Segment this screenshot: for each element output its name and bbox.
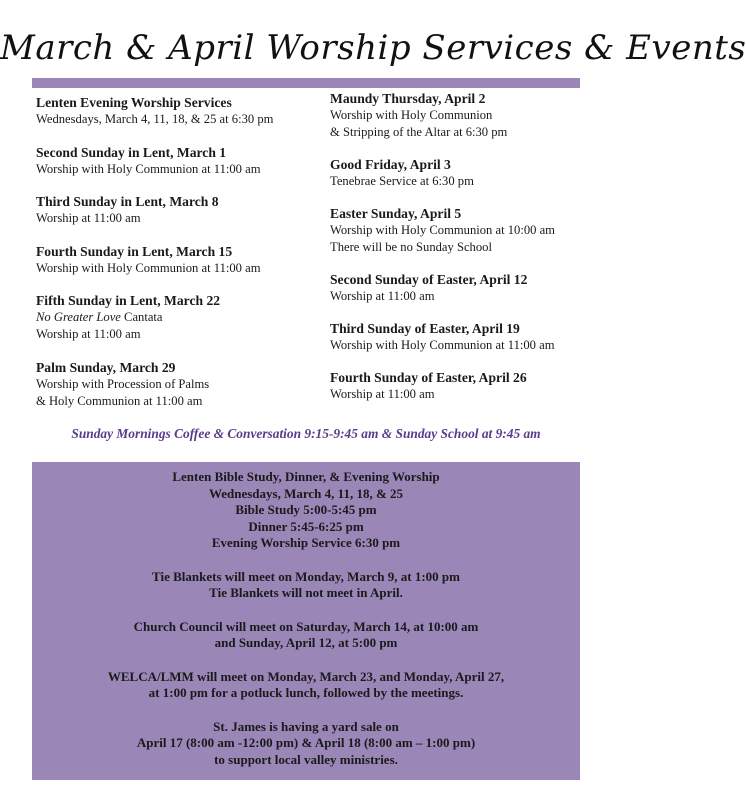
announcement-line: Evening Worship Service 6:30 pm [211,535,401,550]
announcement-line: WELCA/LMM will meet on Monday, March 23, and Monday, April 27, [107,668,505,684]
event-item [36,292,311,343]
event-item [330,369,605,403]
announcement-line: Bible Study 5:00-5:45 pm [235,502,377,517]
right-event-column [330,90,605,418]
event-detail: Worship with Holy Communion at 10:00 am [330,223,555,237]
announcement-bible-study [32,469,580,552]
event-item [330,271,605,305]
event-item [330,156,605,190]
announcements-box [32,462,580,780]
event-detail: Worship with Holy Communion at 11:00 am [36,260,261,275]
event-detail: Worship at 11:00 am [330,289,435,303]
event-detail: Worship with Holy Communion at 11:00 am [36,161,261,176]
event-title: Second Sunday of Easter, April 12 [330,272,528,287]
announcement-line: Wednesdays, March 4, 11, 18, & 25 [208,485,404,501]
event-item [330,90,605,141]
event-title: Third Sunday in Lent, March 8 [36,194,219,209]
event-item [36,193,311,227]
event-title: Third Sunday of Easter, April 19 [330,321,520,336]
announcement-line: Tie Blankets will meet on Monday, March 9, at 1:00 pm [152,568,460,584]
announcement-line: April 17 (8:00 am -12:00 pm) & April 18 (8:00 am – 1:00 pm) [136,735,476,750]
announcement-line: at 1:00 pm for a potluck lunch, followed by the meetings. [148,685,464,700]
announcement-line: to support local valley ministries. [214,751,398,767]
event-detail: Worship at 11:00 am [36,211,141,225]
announcement-line: Lenten Bible Study, Dinner, & Evening Worship [172,469,440,484]
sunday-morning-tagline: Sunday Mornings Coffee & Conversation 9:15-9:45 am & Sunday School at 9:45 am [71,426,541,441]
left-event-column [36,94,311,425]
event-item [36,144,311,178]
event-detail: & Holy Communion at 11:00 am [36,393,203,408]
title-divider [32,78,580,88]
announcement-line: and Sunday, April 12, at 5:00 pm [214,635,398,650]
announcement-line: St. James is having a yard sale on [213,718,399,734]
announcement-church-council [32,619,580,652]
announcement-line: Tie Blankets will not meet in April. [209,585,403,600]
event-detail: There will be no Sunday School [330,240,492,254]
announcement-line: Dinner 5:45-6:25 pm [248,518,364,534]
cantata-line [36,309,311,326]
event-item [36,94,311,128]
event-detail: Wednesdays, March 4, 11, 18, & 25 at 6:30 pm [36,112,274,126]
event-title: Fourth Sunday of Easter, April 26 [330,370,527,385]
event-item [36,243,311,277]
event-title: Fifth Sunday in Lent, March 22 [36,293,221,308]
event-title: Maundy Thursday, April 2 [330,91,486,106]
event-detail: Worship at 11:00 am [330,387,435,401]
event-detail: Worship with Holy Communion [330,108,493,122]
event-title: Second Sunday in Lent, March 1 [36,144,227,160]
announcement-line: Church Council will meet on Saturday, March 14, at 10:00 am [133,618,479,634]
event-detail: Worship at 11:00 am [36,327,141,341]
event-item [330,205,605,256]
cantata-title: No Greater Love [36,310,121,324]
event-title: Easter Sunday, April 5 [330,206,462,221]
event-title: Lenten Evening Worship Services [36,95,232,110]
event-detail: Worship with Holy Communion at 11:00 am [330,338,555,352]
announcement-welca-lmm [32,669,580,702]
event-item [36,359,311,410]
event-detail: Tenebrae Service at 6:30 pm [330,174,474,188]
event-detail: Worship with Procession of Palms [36,376,210,391]
event-detail: & Stripping of the Altar at 6:30 pm [330,125,508,139]
event-title: Good Friday, April 3 [330,157,451,172]
event-title: Palm Sunday, March 29 [36,359,176,375]
event-title: Fourth Sunday in Lent, March 15 [36,243,233,259]
announcement-tie-blankets [32,569,580,602]
cantata-label: Cantata [120,310,163,324]
announcement-yard-sale [32,719,580,769]
event-item [330,320,605,354]
page-title: March & April Worship Services & Events [0,28,746,68]
